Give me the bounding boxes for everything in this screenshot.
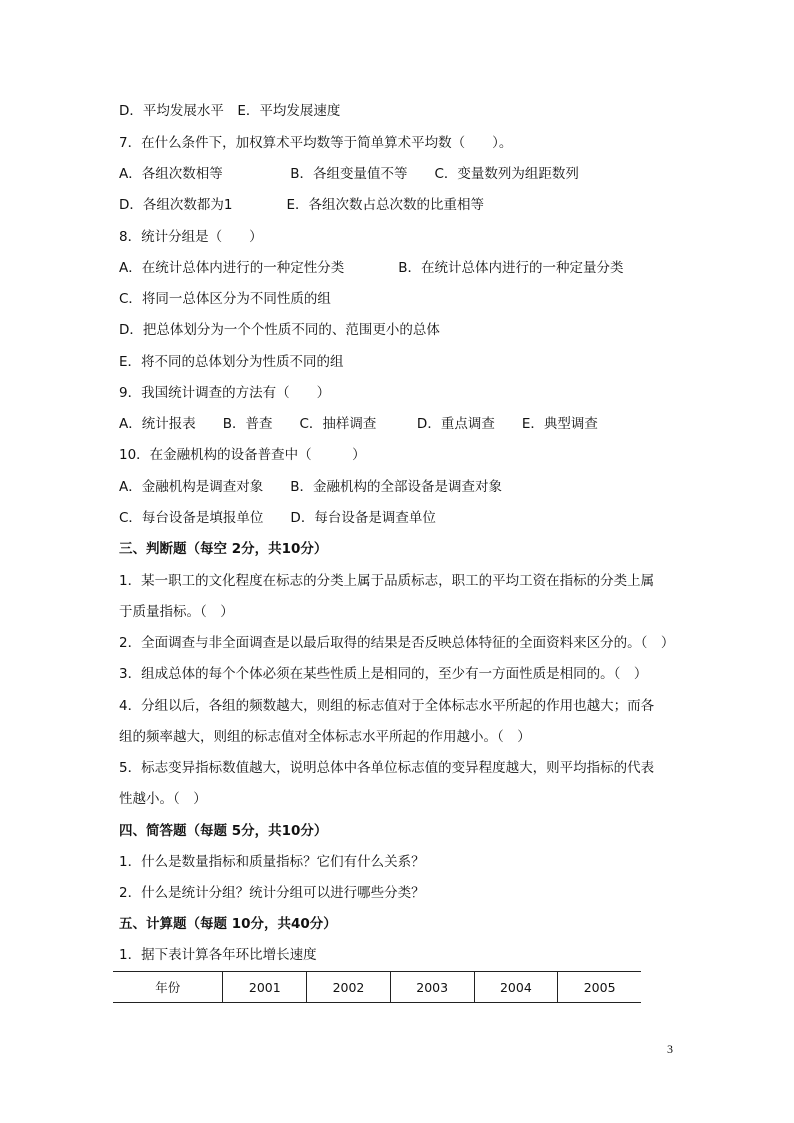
text-line-options-d-e: D．平均发展水平 E．平均发展速度 <box>119 103 341 119</box>
table-header-cell: 年份 <box>155 980 181 995</box>
judgment-4-line-2: 组的频率越大，则组的标志值对全体标志水平所起的作用越小。（ ） <box>119 729 531 745</box>
question-8: 8．统计分组是（ ） <box>119 229 263 245</box>
judgment-1-line-2: 于质量指标。（ ） <box>119 604 234 620</box>
page-number: 3 <box>667 1042 673 1056</box>
section-heading-judgment: 三、判断题（每空 2分，共10分） <box>119 541 328 557</box>
question-10-options-c-d: C．每台设备是填报单位 D．每台设备是调查单位 <box>119 510 436 526</box>
question-10: 10．在金融机构的设备普查中（ ） <box>119 447 366 463</box>
short-answer-1: 1．什么是数量指标和质量指标？它们有什么关系？ <box>119 854 425 870</box>
table-cell: 2004 <box>474 972 558 1003</box>
data-table <box>113 971 641 1003</box>
section-heading-calculation: 五、计算题（每题 10分，共40分） <box>119 916 337 932</box>
table-cell: 2002 <box>307 972 391 1003</box>
judgment-4-line-1: 4．分组以后，各组的频数越大，则组的标志值对于全体标志水平所起的作用也越大；而各 <box>119 698 655 714</box>
question-8-option-e: E．将不同的总体划分为性质不同的组 <box>119 354 344 370</box>
question-7-options-a-c: A．各组次数相等 B．各组变量值不等 C．变量数列为组距数列 <box>119 166 579 182</box>
question-10-options-a-b: A．金融机构是调查对象 B．金融机构的全部设备是调查对象 <box>119 479 502 495</box>
table-cell: 2001 <box>223 972 307 1003</box>
question-9-options: A．统计报表 B．普查 C．抽样调查 D．重点调查 E．典型调查 <box>119 416 598 432</box>
table-row <box>113 972 641 1003</box>
question-9: 9．我国统计调查的方法有（ ） <box>119 385 331 401</box>
judgment-2: 2．全面调查与非全面调查是以最后取得的结果是否反映总体特征的全面资料来区分的。（ ） <box>119 635 675 651</box>
question-8-option-d: D．把总体划分为一个个性质不同的、范围更小的总体 <box>119 322 440 338</box>
judgment-1-line-1: 1．某一职工的文化程度在标志的分类上属于品质标志，职工的平均工资在指标的分类上属 <box>119 573 655 589</box>
section-heading-short-answer: 四、简答题（每题 5分，共10分） <box>119 823 328 839</box>
question-8-options-a-b: A．在统计总体内进行的一种定性分类 B．在统计总体内进行的一种定量分类 <box>119 260 624 276</box>
judgment-5-line-2: 性越小。（ ） <box>119 791 207 807</box>
table-cell: 2003 <box>390 972 474 1003</box>
judgment-5-line-1: 5．标志变异指标数值越大，说明总体中各单位标志值的变异程度越大，则平均指标的代表 <box>119 760 655 776</box>
question-8-option-c: C．将同一总体区分为不同性质的组 <box>119 291 331 307</box>
calculation-1: 1．据下表计算各年环比增长速度 <box>119 947 317 963</box>
short-answer-2: 2．什么是统计分组？统计分组可以进行哪些分类？ <box>119 885 425 901</box>
question-7-options-d-e: D．各组次数都为1 E．各组次数占总次数的比重相等 <box>119 197 485 213</box>
judgment-3: 3．组成总体的每个个体必须在某些性质上是相同的，至少有一方面性质是相同的。（ ） <box>119 666 648 682</box>
table-cell: 2005 <box>558 972 641 1003</box>
question-7: 7．在什么条件下，加权算术平均数等于简单算术平均数（ ）。 <box>119 135 513 151</box>
